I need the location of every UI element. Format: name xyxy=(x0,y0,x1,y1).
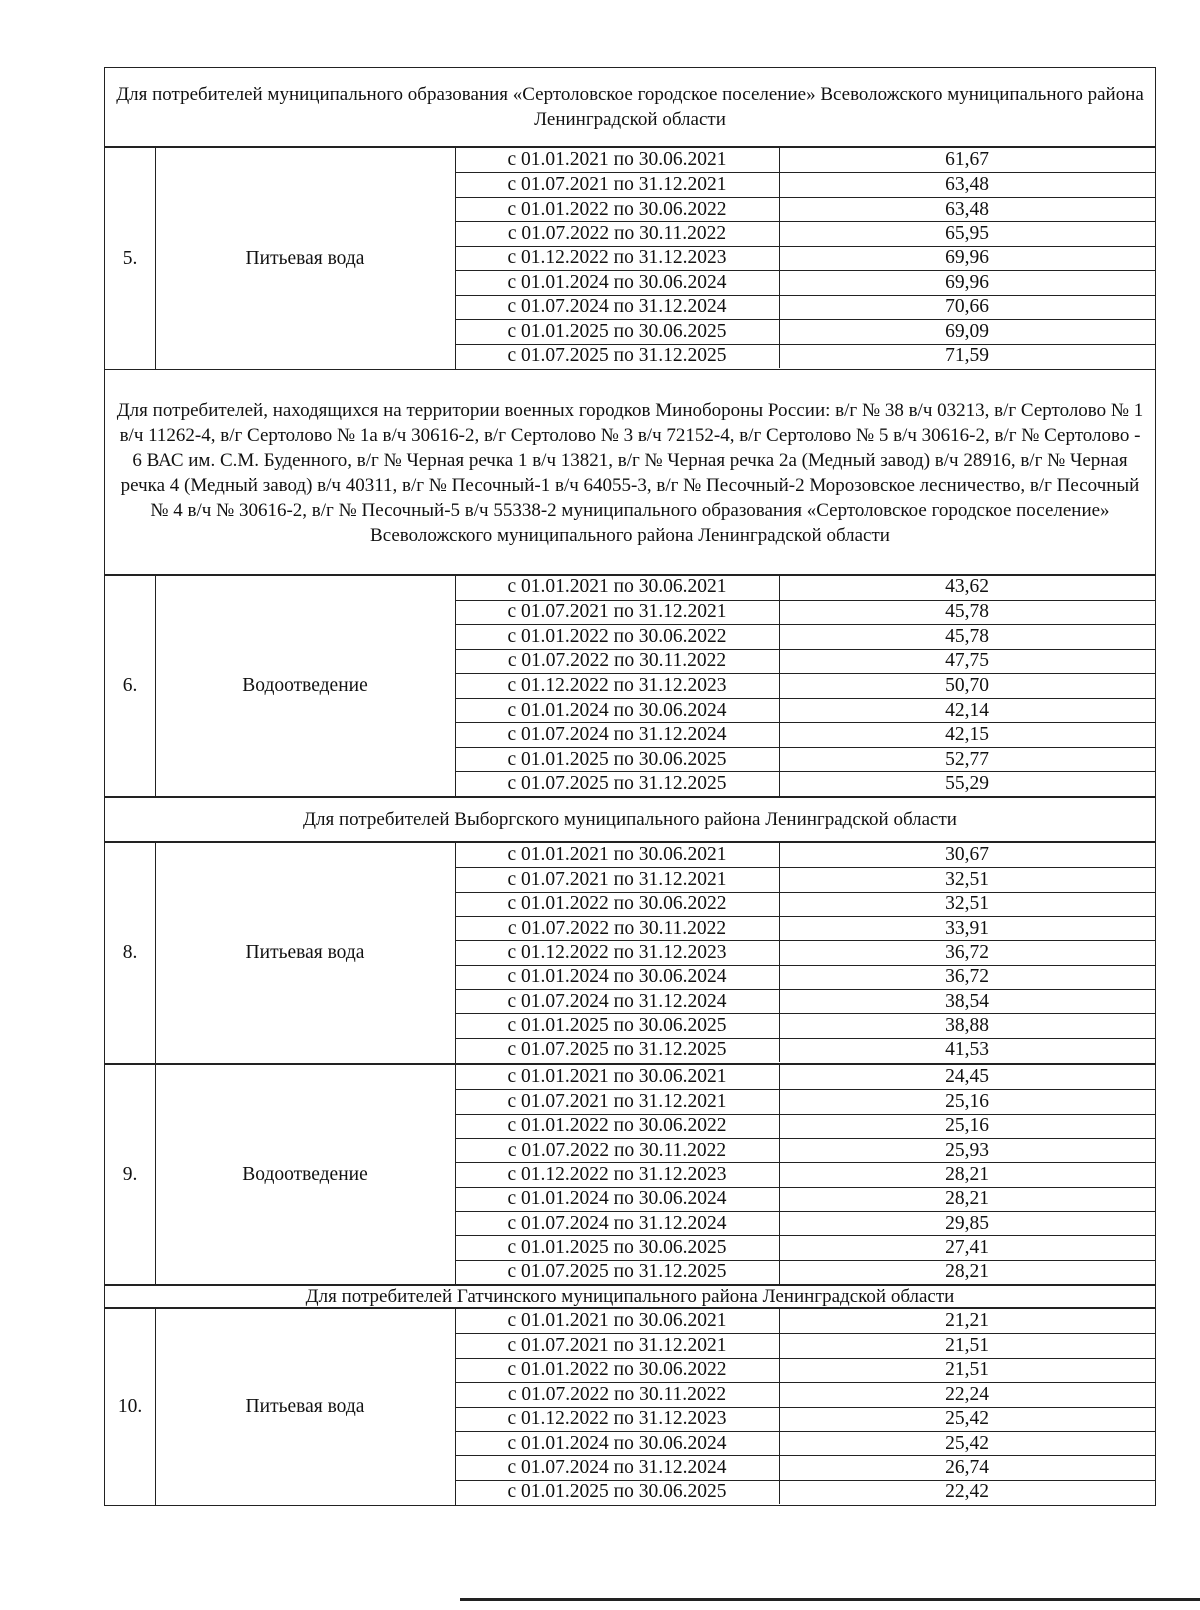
table-row xyxy=(455,747,1155,772)
tariff-group xyxy=(104,147,1156,370)
table-row xyxy=(455,989,1155,1013)
tariff-value: 71,59 xyxy=(945,345,989,367)
tariff-value: 69,96 xyxy=(945,247,989,269)
table-row xyxy=(455,1235,1155,1259)
period-cell: с 01.01.2021 по 30.06.2021 xyxy=(455,148,780,172)
tariff-value: 28,21 xyxy=(945,1261,989,1283)
service-name: Питьевая вода xyxy=(155,1309,456,1505)
period-cell: с 01.01.2021 по 30.06.2021 xyxy=(455,1309,780,1333)
table-row xyxy=(455,722,1155,747)
period-cell: с 01.01.2024 по 30.06.2024 xyxy=(455,1432,780,1455)
table-row xyxy=(455,172,1155,196)
tariff-value: 45,78 xyxy=(945,601,989,623)
table-row xyxy=(455,1309,1155,1333)
period-cell: с 01.01.2021 по 30.06.2021 xyxy=(455,843,780,867)
table-row xyxy=(455,1089,1155,1113)
period-rows xyxy=(455,148,1155,369)
table-row xyxy=(455,892,1155,916)
tariff-value: 52,77 xyxy=(945,748,989,770)
period-cell: с 01.01.2024 по 30.06.2024 xyxy=(455,271,780,294)
period-cell: с 01.07.2021 по 31.12.2021 xyxy=(455,868,780,891)
tariff-value: 47,75 xyxy=(945,650,989,672)
period-cell: с 01.12.2022 по 31.12.2023 xyxy=(455,1408,780,1431)
table-row xyxy=(455,600,1155,625)
period-rows xyxy=(455,1065,1155,1285)
table-row xyxy=(455,1211,1155,1235)
table-row xyxy=(455,867,1155,891)
period-cell: с 01.01.2024 по 30.06.2024 xyxy=(455,966,780,989)
table-row xyxy=(455,148,1155,172)
tariff-value: 25,42 xyxy=(945,1432,989,1454)
period-cell: с 01.01.2022 по 30.06.2022 xyxy=(455,1359,780,1382)
period-cell: с 01.07.2024 по 31.12.2024 xyxy=(455,1212,780,1235)
period-cell: с 01.01.2022 по 30.06.2022 xyxy=(455,198,780,221)
period-cell: с 01.07.2025 по 31.12.2025 xyxy=(455,345,780,368)
row-number: 8. xyxy=(105,843,156,1063)
table-row xyxy=(455,843,1155,867)
table-row xyxy=(455,1114,1155,1138)
table-row xyxy=(455,1013,1155,1037)
table-row xyxy=(455,575,1155,600)
tariff-group xyxy=(104,574,1156,798)
period-cell: с 01.07.2021 по 31.12.2021 xyxy=(455,601,780,625)
tariff-value: 26,74 xyxy=(945,1456,989,1478)
tariff-value: 30,67 xyxy=(945,844,989,866)
table-row xyxy=(455,319,1155,343)
tariff-value: 24,45 xyxy=(945,1066,989,1088)
period-cell: с 01.07.2024 по 31.12.2024 xyxy=(455,723,780,747)
table-row xyxy=(455,1038,1155,1062)
tariff-value: 22,42 xyxy=(945,1481,989,1503)
tariff-value: 65,95 xyxy=(945,223,989,245)
tariff-value: 38,54 xyxy=(945,990,989,1012)
period-cell: с 01.07.2021 по 31.12.2021 xyxy=(455,1090,780,1113)
period-cell: с 01.12.2022 по 31.12.2023 xyxy=(455,1163,780,1186)
period-cell: с 01.07.2024 по 31.12.2024 xyxy=(455,1456,780,1479)
tariff-value: 21,51 xyxy=(945,1359,989,1381)
period-cell: с 01.12.2022 по 31.12.2023 xyxy=(455,941,780,964)
tariff-value: 27,41 xyxy=(945,1236,989,1258)
tariff-value: 43,62 xyxy=(945,576,989,598)
table-row xyxy=(455,771,1155,796)
tariff-value: 25,16 xyxy=(945,1090,989,1112)
period-cell: с 01.12.2022 по 31.12.2023 xyxy=(455,674,780,698)
period-cell: с 01.01.2022 по 30.06.2022 xyxy=(455,1115,780,1138)
section-header: Для потребителей Выборгского муниципального района Ленинградской области xyxy=(104,796,1156,842)
table-row xyxy=(455,673,1155,698)
period-cell: с 01.07.2022 по 30.11.2022 xyxy=(455,222,780,245)
period-cell: с 01.01.2021 по 30.06.2021 xyxy=(455,1065,780,1089)
period-cell: с 01.01.2025 по 30.06.2025 xyxy=(455,1481,780,1504)
table-row xyxy=(455,1187,1155,1211)
section-header: Для потребителей Гатчинского муниципального района Ленинградской области xyxy=(104,1284,1156,1308)
tariff-group xyxy=(104,1064,1156,1286)
tariff-value: 50,70 xyxy=(945,674,989,696)
tariff-value: 21,21 xyxy=(945,1310,989,1332)
period-cell: с 01.07.2025 по 31.12.2025 xyxy=(455,1261,780,1284)
period-cell: с 01.01.2025 по 30.06.2025 xyxy=(455,320,780,343)
table-row xyxy=(455,344,1155,368)
period-cell: с 01.01.2025 по 30.06.2025 xyxy=(455,748,780,772)
period-cell: с 01.01.2022 по 30.06.2022 xyxy=(455,625,780,649)
table-row xyxy=(455,1407,1155,1431)
period-rows xyxy=(455,575,1155,797)
table-row xyxy=(455,1260,1155,1284)
table-row xyxy=(455,965,1155,989)
section-header: Для потребителей муниципального образования «Сертоловское городское поселение» Всеволожского муниципального района Ленинградской области xyxy=(104,67,1156,147)
period-cell: с 01.07.2022 по 30.11.2022 xyxy=(455,1139,780,1162)
period-cell: с 01.07.2024 по 31.12.2024 xyxy=(455,990,780,1013)
table-row xyxy=(455,1431,1155,1455)
service-name: Питьевая вода xyxy=(155,843,456,1063)
table-row xyxy=(455,246,1155,270)
page-bottom-rule xyxy=(460,1598,1200,1601)
period-cell: с 01.07.2025 по 31.12.2025 xyxy=(455,1039,780,1062)
section-header: Для потребителей, находящихся на территории военных городков Минобороны России: в/г № 38 в/ч 03213, в/г Сертолово № 1 в/ч 11262-4, в/г Сертолово № 1а в/ч 30616-2, в/г Сертолово № 3 в/ч 72152-4, в/г Сертолово № 5 в/ч 30616-2, в/г № Сертолово - 6 ВАС им. С.М. Буденного, в/г № Черная речка 1 в/ч 13821, в/г № Черная речка 2а (Медный завод) в/ч 28916, в/г № Черная речка 4 (Медный завод) в/ч 40311, в/г № Песочный-1 в/ч 64055-3, в/г № Песочный-2 Морозовское лесничество, в/г Песочный № 4 в/ч № 30616-2, в/г № Песочный-5 в/ч 55338-2 муниципального образования «Сертоловское городское поселение» Всеволожского муниципального района Ленинградской области xyxy=(104,369,1156,576)
table-row xyxy=(455,1358,1155,1382)
tariff-value: 32,51 xyxy=(945,893,989,915)
tariff-value: 38,88 xyxy=(945,1014,989,1036)
period-cell: с 01.01.2025 по 30.06.2025 xyxy=(455,1014,780,1037)
tariff-group xyxy=(104,842,1156,1064)
table-row xyxy=(455,1382,1155,1406)
period-cell: с 01.01.2024 по 30.06.2024 xyxy=(455,1188,780,1211)
service-name: Питьевая вода xyxy=(155,148,456,369)
table-row xyxy=(455,624,1155,649)
tariff-value: 63,48 xyxy=(945,174,989,196)
service-name: Водоотведение xyxy=(155,575,456,797)
tariff-value: 45,78 xyxy=(945,625,989,647)
row-number: 10. xyxy=(105,1309,156,1505)
tariff-value: 55,29 xyxy=(945,773,989,795)
table-row xyxy=(455,940,1155,964)
period-cell: с 01.07.2022 по 30.11.2022 xyxy=(455,650,780,674)
tariff-value: 36,72 xyxy=(945,966,989,988)
period-rows xyxy=(455,843,1155,1063)
table-row xyxy=(455,270,1155,294)
tariff-value: 21,51 xyxy=(945,1335,989,1357)
tariff-group xyxy=(104,1308,1156,1506)
table-row xyxy=(455,1162,1155,1186)
table-row xyxy=(455,295,1155,319)
tariff-value: 33,91 xyxy=(945,917,989,939)
tariff-value: 32,51 xyxy=(945,868,989,890)
tariff-value: 69,09 xyxy=(945,320,989,342)
row-number: 9. xyxy=(105,1065,156,1285)
tariff-value: 42,15 xyxy=(945,724,989,746)
period-cell: с 01.01.2025 по 30.06.2025 xyxy=(455,1236,780,1259)
table-row xyxy=(455,1138,1155,1162)
tariff-value: 36,72 xyxy=(945,941,989,963)
table-row xyxy=(455,1480,1155,1504)
table-row xyxy=(455,1065,1155,1089)
period-cell: с 01.01.2022 по 30.06.2022 xyxy=(455,893,780,916)
period-cell: с 01.07.2021 по 31.12.2021 xyxy=(455,173,780,196)
tariff-value: 25,42 xyxy=(945,1408,989,1430)
period-cell: с 01.07.2025 по 31.12.2025 xyxy=(455,772,780,796)
tariff-value: 69,96 xyxy=(945,271,989,293)
period-cell: с 01.07.2021 по 31.12.2021 xyxy=(455,1334,780,1357)
table-row xyxy=(455,698,1155,723)
tariff-value: 22,24 xyxy=(945,1383,989,1405)
period-rows xyxy=(455,1309,1155,1505)
tariff-value: 28,21 xyxy=(945,1188,989,1210)
tariff-value: 28,21 xyxy=(945,1163,989,1185)
table-row xyxy=(455,197,1155,221)
tariff-value: 29,85 xyxy=(945,1212,989,1234)
service-name: Водоотведение xyxy=(155,1065,456,1285)
table-row xyxy=(455,649,1155,674)
tariff-value: 61,67 xyxy=(945,149,989,171)
table-row xyxy=(455,1333,1155,1357)
period-cell: с 01.01.2021 по 30.06.2021 xyxy=(455,575,780,600)
table-row xyxy=(455,221,1155,245)
tariff-value: 25,93 xyxy=(945,1139,989,1161)
period-cell: с 01.01.2024 по 30.06.2024 xyxy=(455,699,780,723)
tariff-value: 25,16 xyxy=(945,1115,989,1137)
period-cell: с 01.07.2022 по 30.11.2022 xyxy=(455,1383,780,1406)
table-row xyxy=(455,1455,1155,1479)
period-cell: с 01.12.2022 по 31.12.2023 xyxy=(455,247,780,270)
row-number: 6. xyxy=(105,575,156,797)
table-row xyxy=(455,916,1155,940)
tariff-value: 42,14 xyxy=(945,699,989,721)
tariff-value: 41,53 xyxy=(945,1039,989,1061)
period-cell: с 01.07.2024 по 31.12.2024 xyxy=(455,296,780,319)
tariff-value: 63,48 xyxy=(945,198,989,220)
period-cell: с 01.07.2022 по 30.11.2022 xyxy=(455,917,780,940)
tariff-value: 70,66 xyxy=(945,296,989,318)
row-number: 5. xyxy=(105,148,156,369)
